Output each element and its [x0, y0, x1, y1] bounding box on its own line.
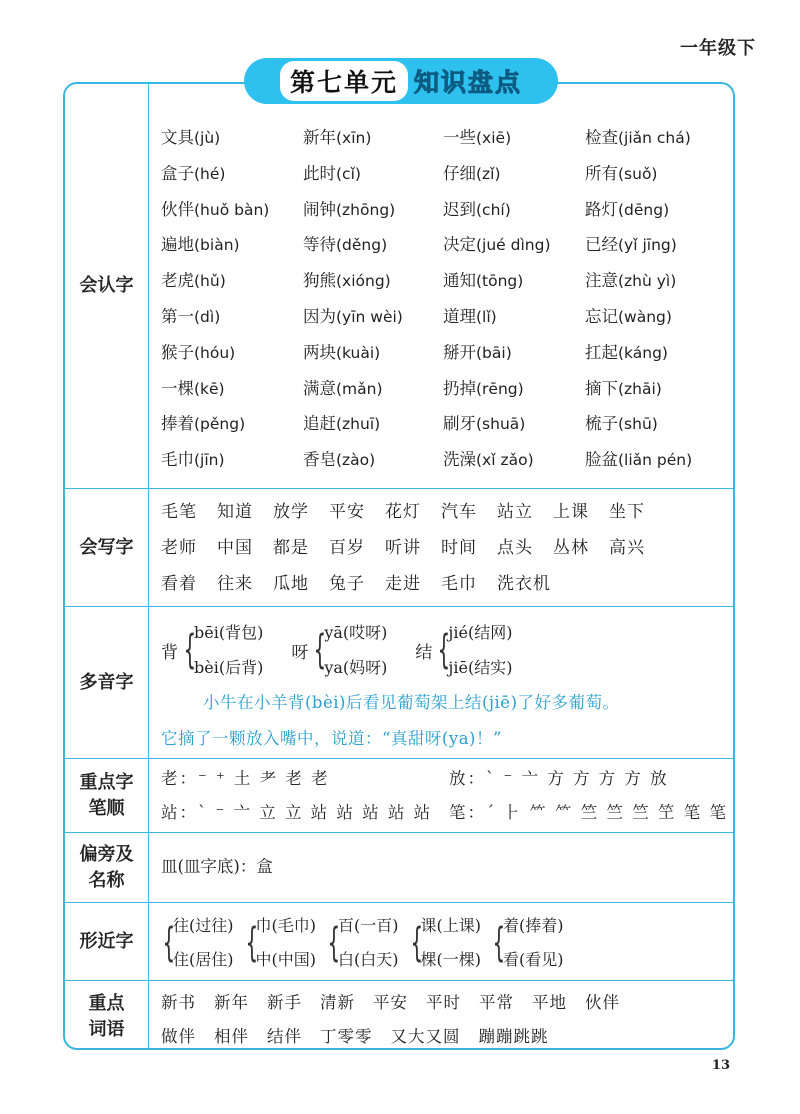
pinyin: (jīn)	[194, 451, 225, 470]
pinyin: (hóu)	[194, 343, 236, 362]
pinyin: (lǐ)	[476, 307, 497, 326]
word: 注意	[585, 271, 618, 291]
similar-group	[324, 909, 399, 977]
reading: jié(结网)	[448, 623, 513, 642]
pinyin: (zhāi)	[618, 379, 662, 398]
pinyin: (chí)	[476, 200, 511, 219]
key-word: 新书	[161, 993, 196, 1012]
similar-list	[173, 909, 234, 977]
polyphone-groups	[161, 615, 512, 685]
write-word: 高兴	[609, 538, 645, 558]
pinyin: (zhōng)	[336, 200, 396, 219]
word: 闹钟	[303, 199, 336, 219]
example-sentence	[161, 685, 735, 757]
recognize-item	[161, 124, 303, 160]
word: 老虎	[161, 271, 194, 291]
write-word: 点头	[497, 538, 533, 558]
key-word: 平时	[426, 993, 461, 1012]
label-line: 名称	[88, 870, 125, 891]
similar-word: 棵(一棵)	[420, 950, 481, 969]
recognize-item	[161, 375, 303, 411]
polyphone-group	[291, 615, 387, 685]
section-label: 多音字	[65, 607, 149, 759]
similar-word: 巾(毛巾)	[255, 916, 316, 935]
write-word: 放学	[273, 502, 309, 522]
pinyin: (xiē)	[476, 129, 512, 147]
pinyin: (dēng)	[618, 200, 670, 219]
recognize-item	[443, 160, 585, 196]
word: 满意	[303, 378, 336, 398]
word: 因为	[303, 306, 336, 326]
write-word: 花灯	[385, 502, 421, 522]
section-words	[65, 980, 733, 1050]
reading-list	[324, 615, 387, 685]
pinyin: (huǒ bàn)	[194, 200, 270, 219]
reading: bēi(背包)	[194, 623, 264, 642]
similar-groups	[159, 909, 564, 977]
pinyin: (káng)	[618, 343, 668, 362]
words-line	[161, 989, 735, 1023]
words-line	[161, 1023, 735, 1050]
word: 猴子	[161, 342, 194, 362]
word: 此时	[303, 163, 336, 183]
similar-word: 往(过往)	[173, 916, 234, 935]
key-word: 蹦蹦跳跳	[478, 1027, 549, 1046]
pinyin: (bāi)	[476, 343, 512, 362]
similar-word: 白(白天)	[338, 950, 399, 969]
word: 仔细	[443, 163, 476, 183]
recognize-item	[303, 339, 443, 375]
unit-subtitle: 知识盘点	[414, 68, 523, 97]
key-word: 新年	[214, 993, 249, 1012]
write-word: 洗衣机	[497, 574, 551, 594]
stroke-order-fang: 放：` ⁻ 亠 方 方 方 方 放	[449, 769, 669, 788]
write-word: 上课	[553, 502, 589, 522]
sentence-line: 它摘了一颗放入嘴中，说道：“真甜呀(ya)！”	[161, 729, 502, 748]
write-word: 兔子	[329, 574, 365, 594]
word: 忘记	[585, 306, 618, 326]
section-recognize	[65, 84, 733, 488]
key-word: 新手	[267, 993, 302, 1012]
word: 一些	[443, 128, 476, 147]
label-line: 词语	[88, 1019, 125, 1040]
key-word: 伙伴	[585, 993, 620, 1012]
page-number: 13	[711, 1058, 730, 1073]
key-word: 结伴	[267, 1027, 302, 1046]
section-strokes	[65, 758, 733, 833]
pinyin: (liǎn pén)	[618, 451, 693, 470]
pinyin: (zhuī)	[336, 415, 381, 434]
brace-icon: {	[327, 920, 341, 966]
write-line	[161, 497, 731, 533]
section-content	[149, 84, 733, 488]
write-word: 百岁	[329, 538, 365, 558]
write-word: 中国	[217, 538, 253, 558]
recognize-item	[443, 196, 585, 232]
similar-group	[159, 909, 234, 977]
recognize-item	[161, 410, 303, 446]
section-label: 会认字	[65, 84, 149, 488]
write-word: 时间	[441, 538, 477, 558]
section-label	[65, 981, 149, 1050]
word: 洗澡	[443, 450, 476, 470]
section-write	[65, 488, 733, 607]
recognize-item	[585, 375, 731, 411]
recognize-item	[161, 196, 303, 232]
similar-word: 百(一百)	[338, 916, 399, 935]
write-word: 知道	[217, 502, 253, 522]
section-content	[149, 607, 733, 759]
recognize-item	[585, 196, 731, 232]
write-line	[161, 569, 731, 605]
reading: jiē(结实)	[448, 658, 513, 677]
word: 刷牙	[443, 414, 476, 434]
pinyin: (jù)	[194, 129, 221, 147]
section-content	[149, 903, 733, 981]
word: 已经	[585, 235, 618, 255]
section-polyphone	[65, 606, 733, 759]
key-word: 平地	[532, 993, 567, 1012]
recognize-grid	[161, 124, 731, 482]
recognize-item	[161, 303, 303, 339]
pinyin: (xǐ zǎo)	[476, 451, 534, 470]
pinyin: (zǐ)	[476, 164, 501, 183]
word: 道理	[443, 306, 476, 326]
pinyin: (kuài)	[336, 343, 381, 362]
word: 狗熊	[303, 271, 336, 291]
recognize-item	[303, 267, 443, 303]
recognize-item	[443, 446, 585, 482]
word: 一棵	[161, 378, 194, 398]
recognize-item	[585, 267, 731, 303]
recognize-item	[303, 303, 443, 339]
word: 所有	[585, 163, 618, 183]
recognize-item	[161, 267, 303, 303]
write-word: 毛巾	[441, 574, 477, 594]
word: 遍地	[161, 235, 194, 255]
similar-list	[503, 909, 564, 977]
brace-icon: {	[492, 920, 506, 966]
brace-icon: {	[313, 627, 327, 673]
polyphone-char: 结	[415, 642, 433, 663]
brace-icon: {	[437, 627, 451, 673]
pinyin: (xióng)	[336, 272, 391, 291]
write-word: 往来	[217, 574, 253, 594]
recognize-item	[443, 303, 585, 339]
grade-label: 一年级下	[680, 38, 756, 59]
recognize-item	[303, 446, 443, 482]
section-content	[149, 759, 733, 833]
similar-group	[489, 909, 564, 977]
word: 摘下	[585, 378, 618, 398]
stroke-order-lao: 老：⁻ ⁺ 土 耂 老 老	[161, 769, 330, 788]
recognize-item	[161, 160, 303, 196]
recognize-item	[303, 375, 443, 411]
brace-icon: {	[410, 920, 423, 966]
reading: bèi(后背)	[194, 658, 264, 677]
reading: ya(妈呀)	[324, 658, 388, 677]
recognize-item	[585, 446, 731, 482]
pinyin: (biàn)	[194, 236, 240, 255]
knowledge-table	[63, 82, 735, 1050]
pinyin: (shū)	[618, 415, 658, 434]
label-line: 笔顺	[88, 798, 125, 819]
recognize-item	[585, 231, 731, 267]
write-word: 走进	[385, 574, 421, 594]
section-label	[65, 833, 149, 903]
word: 扛起	[585, 342, 618, 362]
key-word: 又大又圆	[390, 1027, 461, 1046]
write-word: 都是	[273, 538, 309, 558]
word: 盒子	[161, 163, 194, 183]
similar-word: 着(捧着)	[503, 916, 564, 935]
section-label: 形近字	[65, 903, 149, 981]
word: 伙伴	[161, 199, 194, 219]
pinyin: (tōng)	[476, 272, 524, 291]
pinyin: (zhù yì)	[618, 272, 677, 291]
word: 梳子	[585, 414, 618, 434]
write-word: 毛笔	[161, 502, 197, 522]
pinyin: (jué dìng)	[476, 236, 551, 255]
key-word: 做伴	[161, 1027, 196, 1046]
recognize-item	[443, 267, 585, 303]
word: 新年	[303, 128, 336, 147]
section-label	[65, 759, 149, 833]
pinyin: (rēng)	[476, 379, 524, 398]
recognize-item	[443, 375, 585, 411]
pinyin: (kē)	[194, 379, 225, 398]
unit-title: 第七单元	[280, 61, 408, 101]
pinyin: (suǒ)	[618, 164, 658, 183]
recognize-item	[303, 410, 443, 446]
word: 第一	[161, 306, 194, 326]
reading-list	[448, 615, 512, 685]
pinyin: (hé)	[194, 164, 226, 183]
word: 通知	[443, 271, 476, 291]
pinyin: (xīn)	[336, 129, 372, 147]
write-word: 瓜地	[273, 574, 309, 594]
recognize-item	[585, 124, 731, 160]
pinyin: (yīn wèi)	[336, 307, 403, 326]
pinyin: (dì)	[194, 307, 221, 326]
key-words	[161, 989, 735, 1050]
key-word: 丁零零	[320, 1027, 373, 1046]
recognize-item	[585, 410, 731, 446]
word: 检查	[585, 128, 618, 147]
write-word: 平安	[329, 502, 365, 522]
polyphone-group	[415, 615, 512, 685]
key-word: 平安	[373, 993, 408, 1012]
similar-word: 住(居住)	[173, 950, 234, 969]
brace-icon: {	[245, 920, 258, 966]
pinyin: (hǔ)	[194, 272, 226, 291]
pinyin: (jiǎn chá)	[618, 129, 691, 147]
recognize-item	[303, 196, 443, 232]
word: 等待	[303, 235, 336, 255]
write-word: 看着	[161, 574, 197, 594]
similar-word: 中(中国)	[255, 950, 316, 969]
label-line: 重点	[88, 993, 125, 1014]
label-line: 重点字	[79, 772, 134, 793]
word: 追赶	[303, 414, 336, 434]
word: 路灯	[585, 199, 618, 219]
key-word: 相伴	[214, 1027, 249, 1046]
recognize-item	[585, 339, 731, 375]
write-words	[161, 497, 731, 605]
write-word: 站立	[497, 502, 533, 522]
pinyin: (yǐ jīng)	[618, 236, 677, 255]
recognize-item	[161, 339, 303, 375]
key-word: 清新	[320, 993, 355, 1012]
reading-list	[194, 615, 263, 685]
write-word: 坐下	[609, 502, 645, 522]
word: 文具	[161, 128, 194, 147]
unit-title-banner	[244, 58, 558, 104]
word: 脸盆	[585, 450, 618, 470]
reading: yā(哎呀)	[324, 623, 388, 642]
recognize-item	[161, 231, 303, 267]
similar-list	[338, 909, 399, 977]
key-word: 平常	[479, 993, 514, 1012]
recognize-item	[443, 410, 585, 446]
recognize-item	[585, 160, 731, 196]
polyphone-char: 背	[161, 642, 178, 663]
recognize-item	[443, 339, 585, 375]
similar-group	[407, 909, 482, 977]
similar-word: 课(上课)	[420, 916, 481, 935]
recognize-item	[303, 124, 443, 160]
recognize-item	[443, 124, 585, 160]
write-word: 汽车	[441, 502, 477, 522]
section-content	[149, 489, 733, 607]
section-label: 会写字	[65, 489, 149, 607]
word: 迟到	[443, 199, 476, 219]
stroke-order-zhan: 站：` ⁻ 亠 立 立 站 站 站 站 站	[161, 803, 433, 822]
word: 决定	[443, 235, 476, 255]
word: 两块	[303, 342, 336, 362]
write-word: 丛林	[553, 538, 589, 558]
recognize-item	[161, 446, 303, 482]
similar-list	[421, 909, 482, 977]
radical-text: 皿(皿字底)：盒	[161, 857, 273, 876]
word: 毛巾	[161, 450, 194, 470]
section-content	[149, 833, 733, 903]
pinyin: (mǎn)	[336, 379, 383, 398]
pinyin: (pěng)	[194, 415, 246, 434]
brace-icon: {	[162, 920, 176, 966]
pinyin: (zào)	[336, 451, 376, 470]
similar-list	[256, 909, 317, 977]
stroke-order-bi: 笔：ˊ ⺊ ⺮ ⺮ 竺 竺 竺 笁 笔 笔	[449, 803, 728, 822]
word: 香皂	[303, 450, 336, 470]
write-word: 老师	[161, 538, 197, 558]
write-line	[161, 533, 731, 569]
section-radical	[65, 832, 733, 903]
similar-group	[242, 909, 317, 977]
pinyin: (cǐ)	[336, 164, 361, 183]
polyphone-char: 呀	[291, 642, 309, 663]
recognize-item	[303, 231, 443, 267]
word: 捧着	[161, 414, 194, 434]
recognize-item	[585, 303, 731, 339]
section-content	[149, 981, 733, 1050]
similar-word: 看(看见)	[503, 950, 564, 969]
pinyin: (děng)	[336, 236, 388, 255]
word: 扔掉	[443, 378, 476, 398]
label-line: 偏旁及	[79, 844, 134, 865]
recognize-item	[443, 231, 585, 267]
pinyin: (wàng)	[618, 307, 672, 326]
write-word: 听讲	[385, 538, 421, 558]
word: 掰开	[443, 342, 476, 362]
pinyin: (shuā)	[476, 415, 526, 434]
sentence-line: 小牛在小羊背(bèi)后看见葡萄架上结(jiē)了好多葡萄。	[203, 693, 620, 712]
recognize-item	[303, 160, 443, 196]
section-similar	[65, 902, 733, 981]
polyphone-group	[161, 615, 263, 685]
brace-icon: {	[183, 627, 197, 673]
